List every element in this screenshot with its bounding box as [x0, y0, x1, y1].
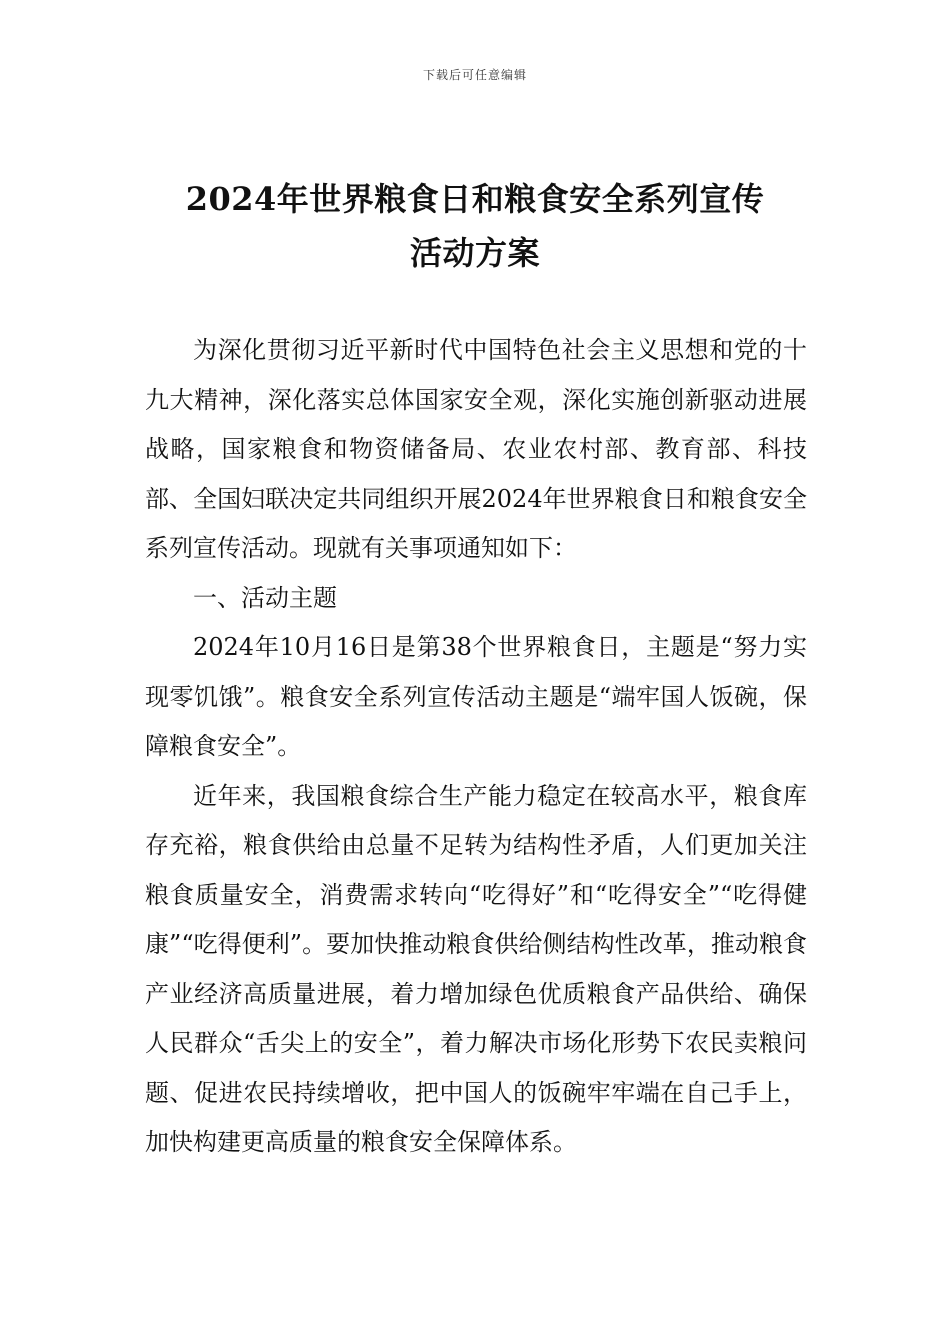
- header-note: 下载后可任意编辑: [422, 68, 527, 82]
- theme-paragraph: 2024年10月16日是第38个世界粮食日，主题是“努力实现零饥饿”。粮食安全系列宣传活动主题是“端牢国人饭碗，保障粮食安全”。: [145, 633, 807, 760]
- intro-paragraph: 为深化贯彻习近平新时代中国特色社会主义思想和党的十九大精神，深化落实总体国家安全观，深化实施创新驱动进展战略，国家粮食和物资储备局、农业农村部、教育部、科技部、全国妇联决定共同组织开展2024年世界粮食日和粮食安全系列宣传活动。现就有关事项通知如下：: [145, 336, 807, 562]
- document-body: [145, 326, 807, 1168]
- document-title: [120, 172, 830, 280]
- title-line-1: 2024年世界粮食日和粮食安全系列宣传: [185, 180, 765, 218]
- section-heading-activity-theme: 一、活动主题: [193, 583, 337, 612]
- title-line-2: 活动方案: [409, 234, 540, 272]
- background-paragraph: 近年来，我国粮食综合生产能力稳定在较高水平，粮食库存充裕，粮食供给由总量不足转为结构性矛盾，人们更加关注粮食质量安全，消费需求转向“吃得好”和“吃得安全”“吃得健康”“吃得便利”。要加快推动粮食供给侧结构性改革，推动粮食产业经济高质量进展，着力增加绿色优质粮食产品供给、确保人民群众“舌尖上的安全”，着力解决市场化形势下农民卖粮问题、促进农民持续增收，把中国人的饭碗牢牢端在自己手上，加快构建更高质量的粮食安全保障体系。: [145, 781, 807, 1156]
